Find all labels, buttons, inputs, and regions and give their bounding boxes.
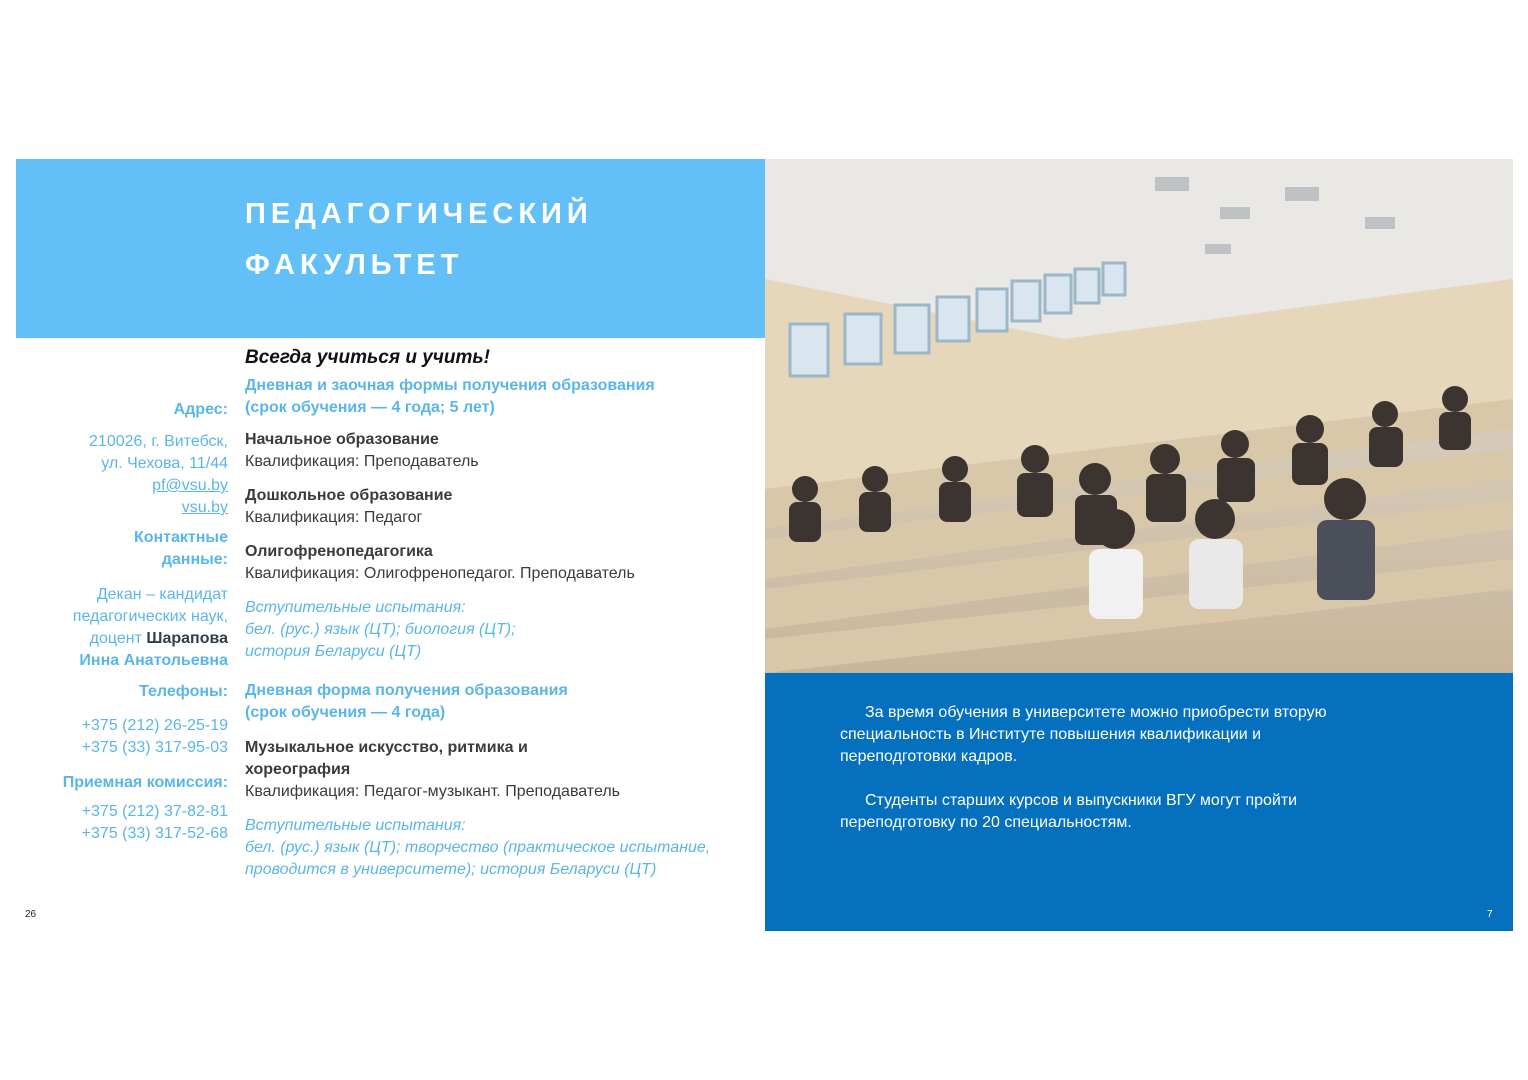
email-link[interactable]: pf@vsu.by: [152, 477, 228, 494]
dean-name: Инна Анатольевна: [79, 652, 228, 669]
phones-label: Телефоны:: [139, 683, 228, 700]
address-label: Адрес:: [173, 401, 228, 418]
study-mode-line1: Дневная форма получения образования: [245, 682, 568, 699]
program-title: Начальное образование: [245, 431, 439, 448]
contacts-sidebar: [36, 399, 228, 845]
dean-line2: педагогических наук,: [72, 608, 228, 625]
title-band: [16, 159, 765, 338]
exam-line1: бел. (рус.) язык (ЦТ); творчество (практическое испытание,: [245, 839, 711, 856]
section-2: [245, 680, 755, 881]
exam-line2: проводится в университете); история Беларуси (ЦТ): [245, 861, 657, 878]
faculty-title-line1: ПЕДАГОГИЧЕСКИЙ: [245, 198, 593, 230]
program-title-line1: Музыкальное искусство, ритмика и: [245, 739, 528, 756]
right-page: [765, 159, 1513, 931]
dean-line3: [36, 628, 228, 650]
dean-surname: Шарапова: [146, 630, 228, 647]
program-title-line2: хореография: [245, 761, 351, 778]
programs-column: [245, 347, 755, 881]
address-line2: ул. Чехова, 11/44: [101, 455, 228, 472]
page-number-left: 26: [25, 909, 37, 920]
info-paragraph-2: Студенты старших курсов и выпускники ВГУ могут пройти переподготовку по 20 специальностям.: [840, 792, 1298, 831]
exam-label: Вступительные испытания:: [245, 599, 466, 616]
section-1: [245, 375, 755, 663]
info-text: [840, 702, 1330, 856]
page-number-right: 7: [1487, 909, 1493, 920]
program-qualification: Квалификация: Преподаватель: [245, 453, 479, 470]
exam-label: Вступительные испытания:: [245, 817, 466, 834]
lecture-hall-illustration: [765, 159, 1513, 673]
contacts-label-line2: данные:: [161, 551, 228, 568]
admission-phone-2: +375 (33) 317-52-68: [81, 825, 228, 842]
brochure-spread: [16, 159, 1513, 931]
address-line1: 210026, г. Витебск,: [89, 433, 228, 450]
dean-title: доцент: [89, 630, 147, 647]
program-title: Олигофренопедагогика: [245, 543, 433, 560]
faculty-title-line2: ФАКУЛЬТЕТ: [245, 249, 464, 281]
exam-line2: история Беларуси (ЦТ): [245, 643, 422, 660]
exam-line1: бел. (рус.) язык (ЦТ); биология (ЦТ);: [245, 621, 516, 638]
motto: Всегда учиться и учить!: [245, 347, 490, 368]
program-qualification: Квалификация: Педагог: [245, 509, 423, 526]
admission-phone-1: +375 (212) 37-82-81: [81, 803, 228, 820]
program-qualification: Квалификация: Педагог-музыкант. Преподаватель: [245, 783, 620, 800]
info-paragraph-1: За время обучения в университете можно приобрести вторую специальность в Институте повышения квалификации и переподготовки кадров.: [840, 704, 1327, 765]
contacts-label-line1: Контактные: [133, 529, 228, 546]
phone-1: +375 (212) 26-25-19: [81, 717, 228, 734]
website-link[interactable]: vsu.by: [181, 499, 228, 516]
dean-line1: Декан – кандидат: [96, 586, 228, 603]
program-title: Дошкольное образование: [245, 487, 453, 504]
study-mode-line2: (срок обучения — 4 года; 5 лет): [245, 399, 495, 416]
phone-2: +375 (33) 317-95-03: [81, 739, 228, 756]
lecture-hall-photo: [765, 159, 1513, 673]
faculty-title: [245, 189, 593, 291]
left-page: [16, 159, 765, 931]
program-qualification: Квалификация: Олигофренопедагог. Преподаватель: [245, 565, 635, 582]
study-mode-line2: (срок обучения — 4 года): [245, 704, 446, 721]
admission-label: Приемная комиссия:: [62, 774, 228, 791]
study-mode-line1: Дневная и заочная формы получения образования: [245, 377, 655, 394]
